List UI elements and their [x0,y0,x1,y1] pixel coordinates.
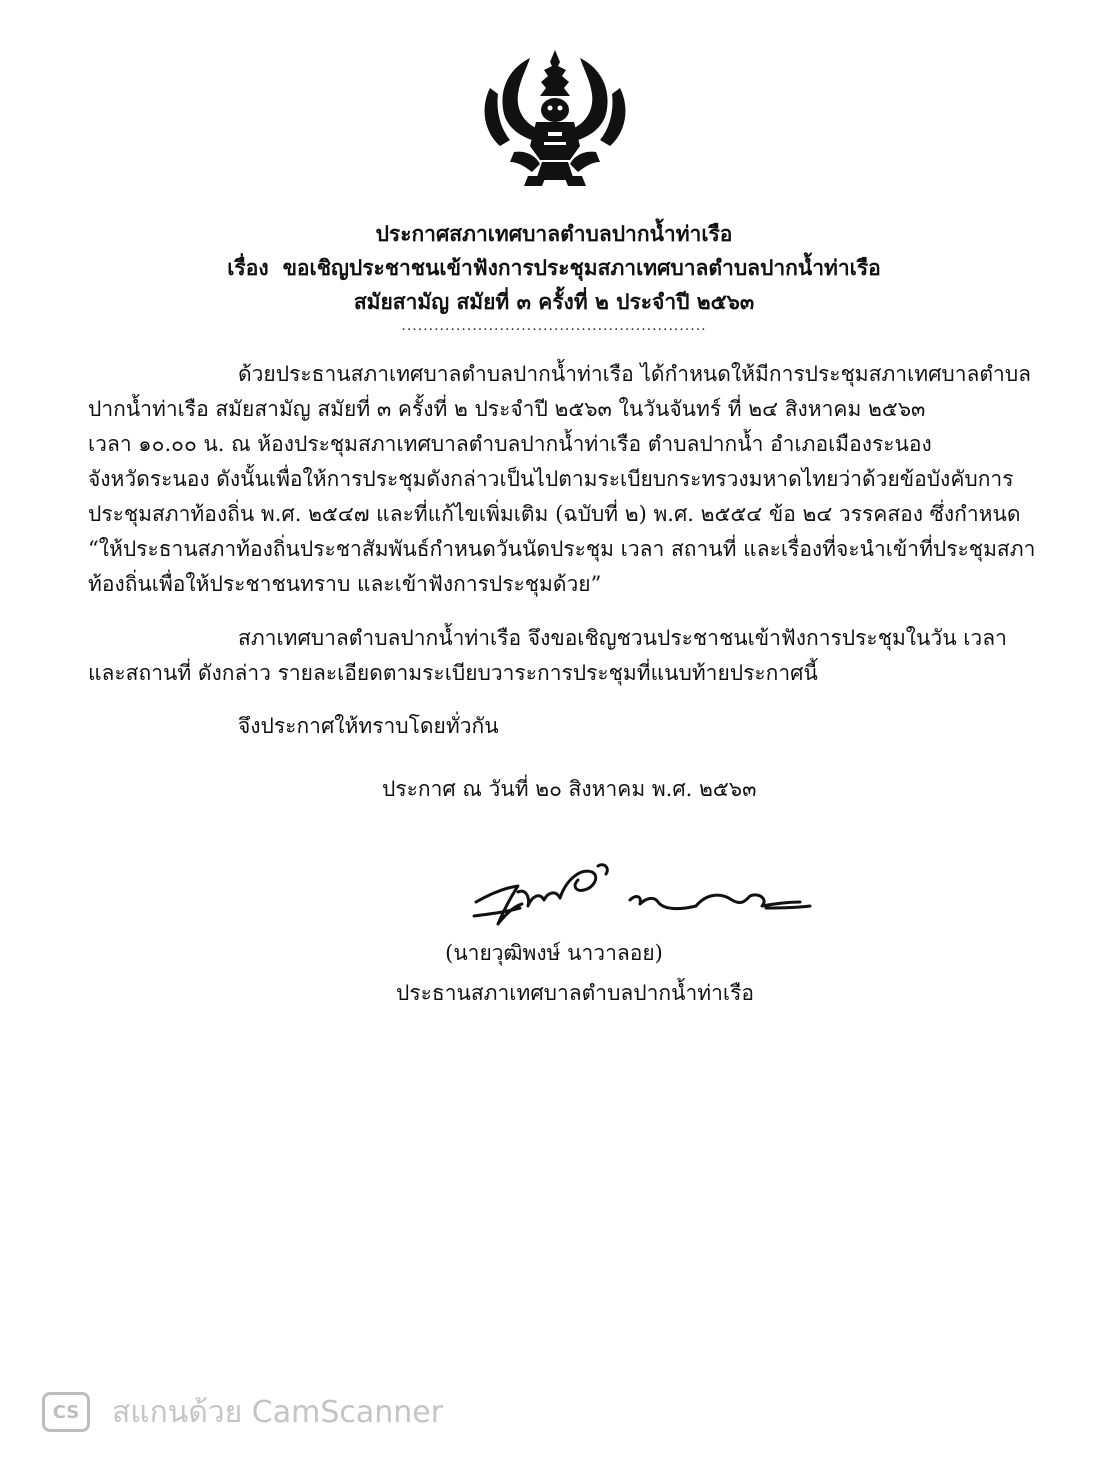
paragraph-line: ท้องถิ่นเพื่อให้ประชาชนทราบ และเข้าฟังการประชุมด้วย” [88,572,602,596]
closing-line: จึงประกาศให้ทราบโดยทั่วกัน [238,714,499,738]
watermark-text: สแกนด้วย CamScanner [112,1394,444,1430]
separator-dots: ........................................................ [401,318,707,334]
paragraph-line: ด้วยประธานสภาเทศบาลตำบลปากน้ำท่าเรือ ได้กำหนดให้มีการประชุมสภาเทศบาลตำบล [238,362,1032,386]
paragraph-line: ประชุมสภาท้องถิ่น พ.ศ. ๒๕๔๗ และที่แก้ไขเพิ่มเติม (ฉบับที่ ๒) พ.ศ. ๒๕๕๔ ข้อ ๒๔ วรรคสอง ซึ่งกำหนด [88,502,1021,526]
paragraph-line: ปากน้ำท่าเรือ สมัยสามัญ สมัยที่ ๓ ครั้งที่ ๒ ประจำปี ๒๕๖๓ ในวันจันทร์ ที่ ๒๔ สิงหาคม ๒๕๖๓ [88,397,926,421]
paragraph-line: จังหวัดระนอง ดังนั้นเพื่อให้การประชุมดังกล่าวเป็นไปตามระเบียบกระทรวงมหาดไทยว่าด้วยข้อบังคับการ [88,467,1014,491]
announcement-date: ประกาศ ณ วันที่ ๒๐ สิงหาคม พ.ศ. ๒๕๖๓ [382,777,757,801]
session-line: สมัยสามัญ สมัยที่ ๓ ครั้งที่ ๒ ประจำปี ๒๕๖๓ [353,289,755,314]
garuda-emblem-icon [470,48,640,188]
subject-text: ขอเชิญประชาชนเข้าฟังการประชุมสภาเทศบาลตำบลปากน้ำท่าเรือ [282,255,881,280]
handwritten-signature-icon [470,858,870,938]
paragraph-line: “ให้ประธานสภาท้องถิ่นประชาสัมพันธ์กำหนดวันนัดประชุม เวลา สถานที่ และเรื่องที่จะนำเข้าที่ประชุมสภา [88,537,1036,561]
subject-line [0,252,1108,285]
announcement-title: ประกาศสภาเทศบาลตำบลปากน้ำท่าเรือ [375,221,733,246]
subject-label: เรื่อง [227,255,269,280]
paragraph-line: สภาเทศบาลตำบลปากน้ำท่าเรือ จึงขอเชิญชวนประชาชนเข้าฟังการประชุมในวัน เวลา [238,626,1007,650]
camscanner-watermark [42,1390,443,1434]
paragraph-line: เวลา ๑๐.๐๐ น. ณ ห้องประชุมสภาเทศบาลตำบลปากน้ำท่าเรือ ตำบลปากน้ำ อำเภอเมืองระนอง [88,432,932,456]
paragraph-line: และสถานที่ ดังกล่าว รายละเอียดตามระเบียบวาระการประชุมที่แนบท้ายประกาศนี้ [88,661,818,685]
signer-position: ประธานสภาเทศบาลตำบลปากน้ำท่าเรือ [396,981,754,1005]
signer-name: (นายวุฒิพงษ์ นาวาลอย) [445,941,663,965]
camscanner-logo-icon: CS [42,1392,90,1432]
